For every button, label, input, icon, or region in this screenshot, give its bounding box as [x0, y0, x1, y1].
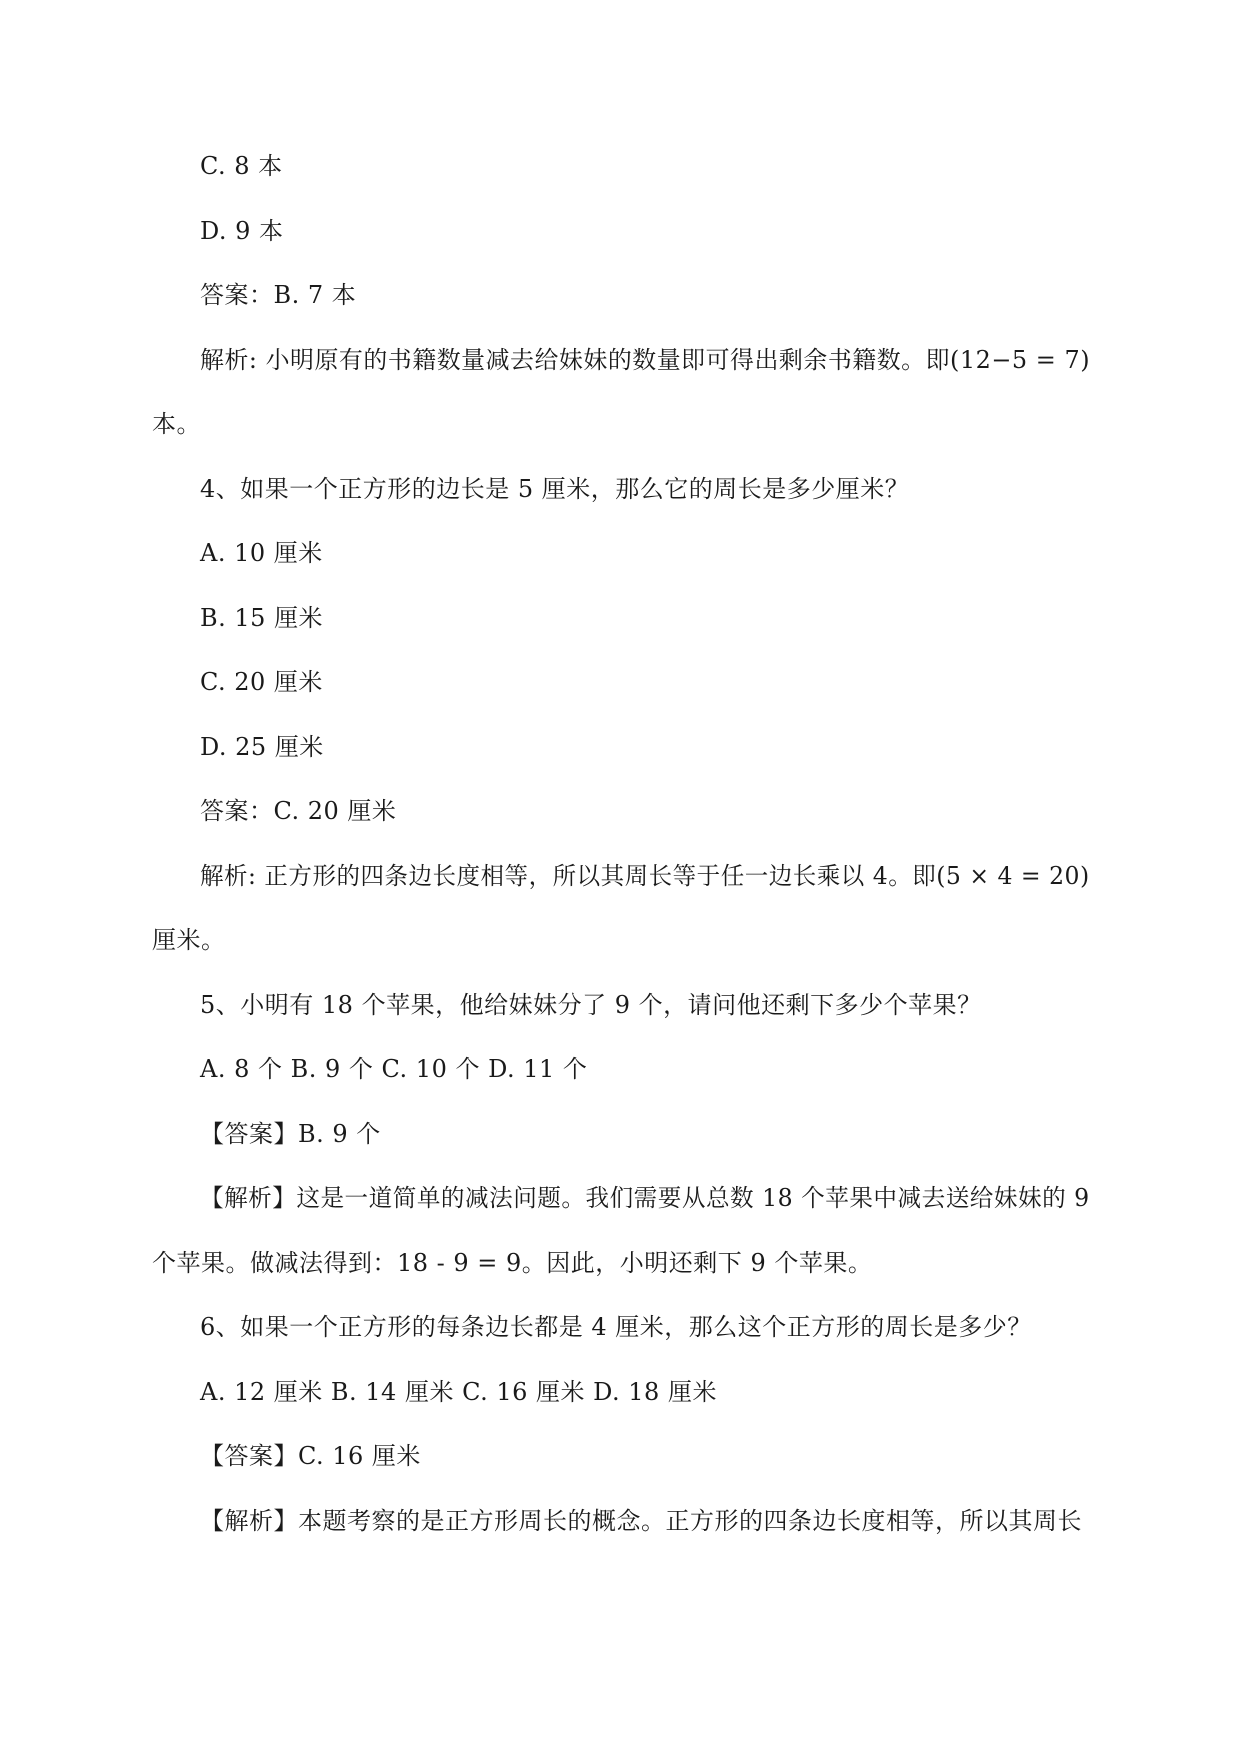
explanation-q3: 解析: 小明原有的书籍数量减去给妹妹的数量即可得出剩余书籍数。即(12−5 = 7)	[200, 346, 1091, 374]
answer-q5: 【答案】B. 9 个	[200, 1120, 381, 1148]
option-b-q4: B. 15 厘米	[200, 604, 324, 632]
option-d-q4: D. 25 厘米	[200, 733, 324, 761]
question-5: 5、小明有 18 个苹果，他给妹妹分了 9 个，请问他还剩下多少个苹果？	[200, 991, 982, 1019]
explanation-q6: 【解析】本题考察的是正方形周长的概念。正方形的四条边长度相等，所以其周长	[200, 1507, 1082, 1535]
options-q6: A. 12 厘米 B. 14 厘米 C. 16 厘米 D. 18 厘米	[200, 1378, 717, 1406]
option-a-q4: A. 10 厘米	[200, 539, 323, 567]
option-d-q3: D. 9 本	[200, 217, 284, 245]
explanation-q4-cont: 厘米。	[152, 926, 226, 954]
answer-q3: 答案：B. 7 本	[200, 281, 357, 309]
question-4: 4、如果一个正方形的边长是 5 厘米，那么它的周长是多少厘米？	[200, 475, 910, 503]
answer-q4: 答案：C. 20 厘米	[200, 797, 397, 825]
option-c-q4: C. 20 厘米	[200, 668, 323, 696]
options-q5: A. 8 个 B. 9 个 C. 10 个 D. 11 个	[200, 1055, 588, 1083]
explanation-q3-cont: 本。	[152, 410, 201, 438]
explanation-q4: 解析: 正方形的四条边长度相等，所以其周长等于任一边长乘以 4。即(5 × 4 = 20)	[200, 862, 1090, 890]
explanation-q5: 【解析】这是一道简单的减法问题。我们需要从总数 18 个苹果中减去送给妹妹的 9	[200, 1184, 1090, 1212]
answer-q6: 【答案】C. 16 厘米	[200, 1442, 421, 1470]
explanation-q5-cont: 个苹果。做减法得到：18 - 9 = 9。因此，小明还剩下 9 个苹果。	[152, 1249, 873, 1277]
question-6: 6、如果一个正方形的每条边长都是 4 厘米，那么这个正方形的周长是多少？	[200, 1313, 1032, 1341]
option-c-q3: C. 8 本	[200, 152, 283, 180]
